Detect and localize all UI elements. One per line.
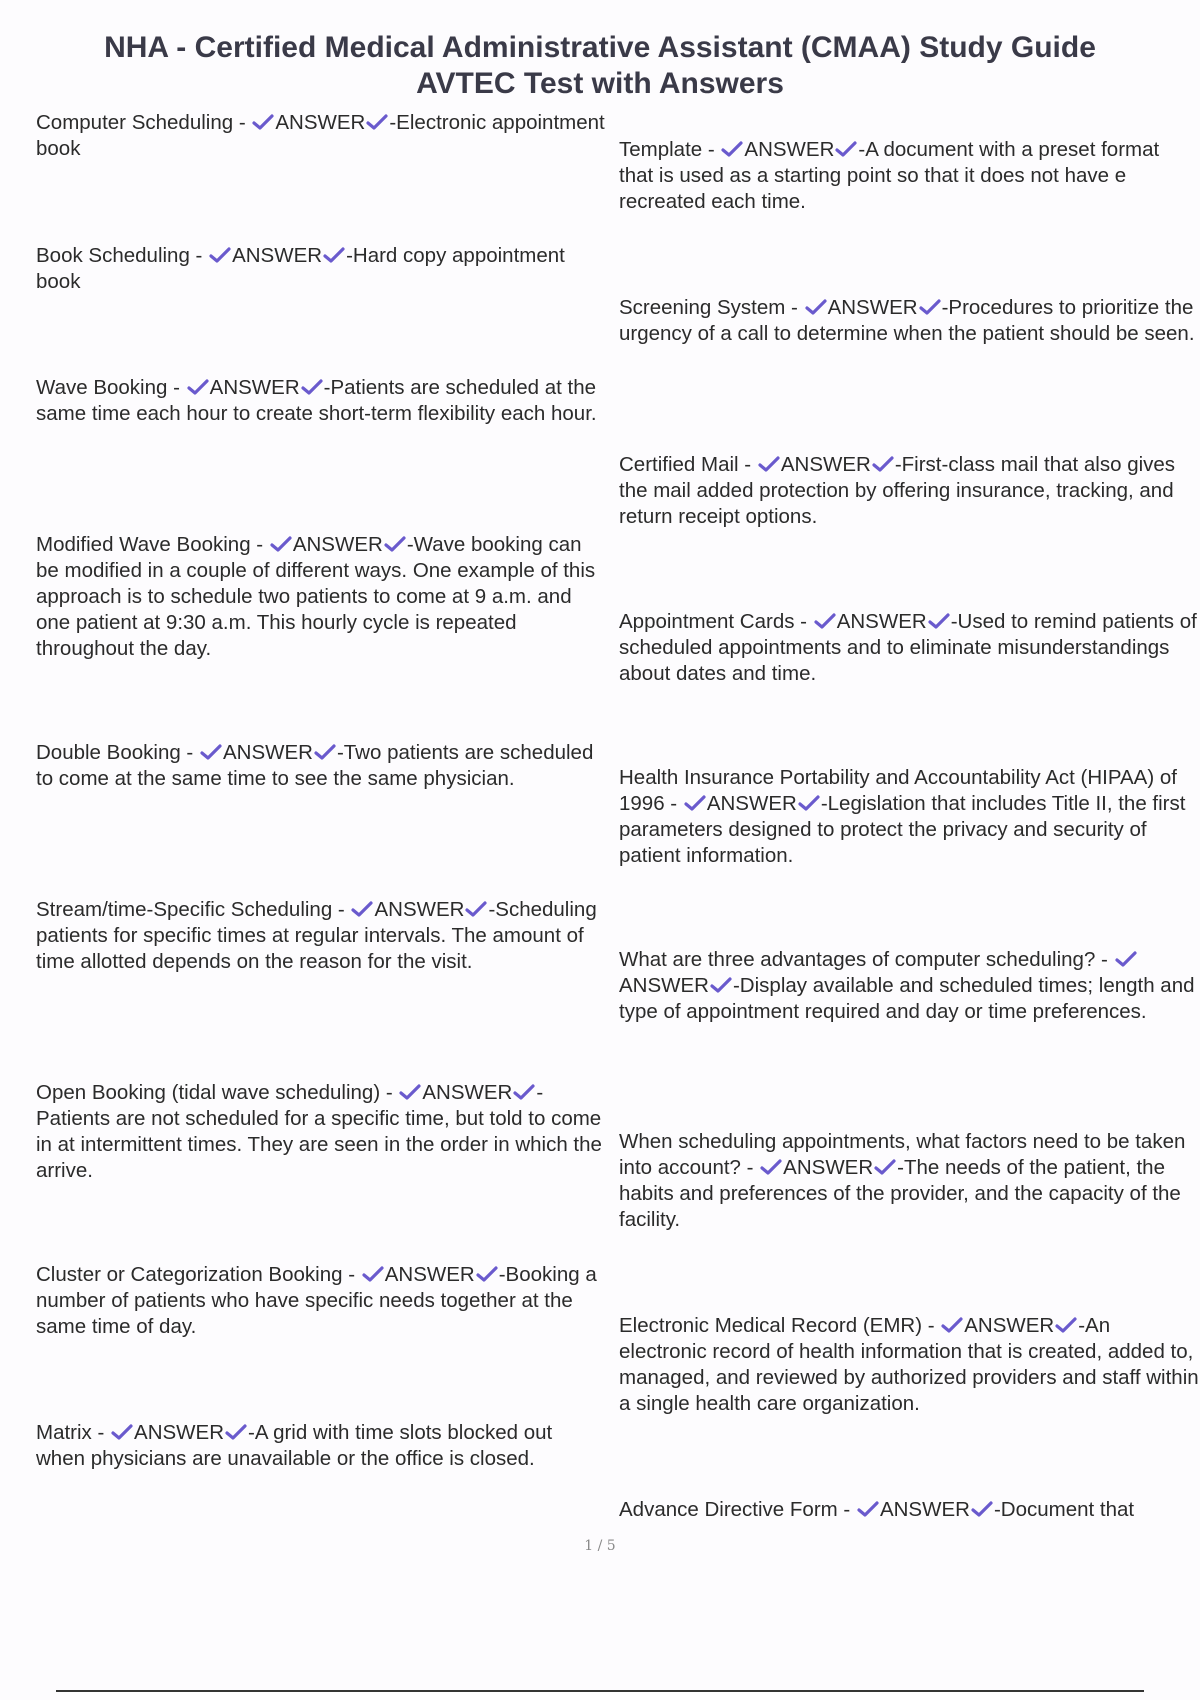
check-icon bbox=[1055, 1316, 1077, 1334]
entry-definition: -Wave booking can be modified in a couple of different ways. One example of this approach is to schedule two patients to come at 9 a.m. and one patient at 9:30 a.m. This hourly cycle is repeated throughout the day. bbox=[36, 533, 596, 660]
check-icon bbox=[835, 140, 857, 158]
entry-term: Screening System - bbox=[619, 296, 804, 319]
check-icon bbox=[111, 1423, 133, 1441]
entry-term: What are three advantages of computer scheduling? - bbox=[619, 948, 1114, 971]
qa-entry bbox=[36, 375, 606, 427]
entry-definition: -First-class mail that also gives the mail added protection by offering insurance, tracking, and return receipt options. bbox=[619, 453, 1176, 528]
qa-entry bbox=[36, 532, 606, 662]
check-icon bbox=[872, 455, 894, 473]
check-icon bbox=[384, 535, 406, 553]
entry-definition: -Used to remind patients of scheduled appointments and to eliminate misunderstandings about dates and time. bbox=[619, 610, 1197, 685]
answer-label: ANSWER bbox=[780, 453, 871, 476]
check-icon bbox=[710, 976, 732, 994]
entry-definition: -Patients are scheduled at the same time each hour to create short-term flexibility each hour. bbox=[36, 376, 597, 425]
qa-entry bbox=[619, 947, 1199, 1025]
answer-label: ANSWER bbox=[134, 1421, 225, 1444]
check-icon bbox=[971, 1500, 993, 1518]
qa-entry bbox=[619, 609, 1199, 687]
entry-term: Modified Wave Booking - bbox=[36, 533, 269, 556]
entry-definition: -Hard copy appointment book bbox=[36, 244, 565, 293]
answer-label: ANSWER bbox=[232, 244, 323, 267]
answer-label: ANSWER bbox=[706, 792, 797, 815]
check-icon bbox=[684, 794, 706, 812]
check-icon bbox=[798, 794, 820, 812]
check-icon bbox=[476, 1265, 498, 1283]
qa-entry bbox=[36, 897, 606, 975]
entry-term: Open Booking (tidal wave scheduling) - bbox=[36, 1081, 399, 1104]
qa-entry bbox=[36, 740, 606, 792]
bottom-divider bbox=[56, 1690, 1144, 1692]
entry-term: Electronic Medical Record (EMR) - bbox=[619, 1314, 941, 1337]
entry-definition: -Scheduling patients for specific times at regular intervals. The amount of time allotted depends on the reason for the visit. bbox=[36, 898, 597, 973]
qa-entry bbox=[619, 137, 1199, 215]
check-icon bbox=[314, 743, 336, 761]
entry-definition: -Booking a number of patients who have specific needs together at the same time of day. bbox=[36, 1263, 597, 1338]
entry-definition: -Procedures to prioritize the urgency of a call to determine when the patient should be seen. bbox=[619, 296, 1195, 345]
answer-label: ANSWER bbox=[374, 898, 465, 921]
qa-entry bbox=[619, 452, 1199, 530]
entry-definition: -The needs of the patient, the habits and preferences of the provider, and the capacity of the facility. bbox=[619, 1156, 1181, 1231]
answer-label: ANSWER bbox=[275, 111, 366, 134]
check-icon bbox=[200, 743, 222, 761]
entry-definition: -Document that bbox=[993, 1498, 1135, 1521]
answer-label: ANSWER bbox=[744, 138, 835, 161]
check-icon bbox=[465, 900, 487, 918]
check-icon bbox=[209, 246, 231, 264]
entry-definition: -Patients are not scheduled for a specific time, but told to come in at intermittent times. They are seen in the order in which the arrive. bbox=[36, 1081, 602, 1182]
answer-label: ANSWER bbox=[879, 1498, 970, 1521]
entry-term: Matrix - bbox=[36, 1421, 111, 1444]
qa-entry bbox=[619, 1313, 1199, 1417]
entry-term: Cluster or Categorization Booking - bbox=[36, 1263, 361, 1286]
check-icon bbox=[805, 298, 827, 316]
check-icon bbox=[814, 612, 836, 630]
answer-label: ANSWER bbox=[827, 296, 918, 319]
qa-entry bbox=[36, 110, 606, 162]
check-icon bbox=[919, 298, 941, 316]
qa-entry bbox=[619, 295, 1199, 347]
entry-term: Stream/time-Specific Scheduling - bbox=[36, 898, 351, 921]
entry-definition: -A document with a preset format that is used as a starting point so that it does not have e recreated each time. bbox=[619, 138, 1160, 213]
entry-definition: -Display available and scheduled times; length and type of appointment required and day or time preferences. bbox=[619, 974, 1195, 1023]
entry-definition: -A grid with time slots blocked out when physicians are unavailable or the office is closed. bbox=[36, 1421, 553, 1470]
answer-label: ANSWER bbox=[384, 1263, 475, 1286]
check-icon bbox=[721, 140, 743, 158]
title-line-1: NHA - Certified Medical Administrative Assistant (CMAA) Study Guide bbox=[104, 31, 1096, 64]
answer-label: ANSWER bbox=[836, 610, 927, 633]
answer-label: ANSWER bbox=[783, 1156, 874, 1179]
check-icon bbox=[366, 113, 388, 131]
entry-term: Health Insurance Portability and Accountability Act (HIPAA) of 1996 - bbox=[619, 766, 1177, 815]
qa-entry bbox=[36, 1262, 606, 1340]
entry-term: Wave Booking - bbox=[36, 376, 186, 399]
qa-entry bbox=[36, 1080, 606, 1184]
qa-entry bbox=[619, 1497, 1199, 1523]
qa-entry bbox=[619, 1129, 1199, 1233]
entry-term: Certified Mail - bbox=[619, 453, 757, 476]
check-icon bbox=[399, 1083, 421, 1101]
answer-label: ANSWER bbox=[619, 974, 709, 997]
title-line-2: AVTEC Test with Answers bbox=[416, 67, 784, 100]
entry-term: Computer Scheduling - bbox=[36, 111, 252, 134]
check-icon bbox=[362, 1265, 384, 1283]
entry-term: Double Booking - bbox=[36, 741, 199, 764]
answer-label: ANSWER bbox=[422, 1081, 513, 1104]
check-icon bbox=[1115, 950, 1137, 968]
check-icon bbox=[928, 612, 950, 630]
entry-definition: -Electronic appointment book bbox=[36, 111, 605, 160]
entry-definition: -Two patients are scheduled to come at the same time to see the same physician. bbox=[36, 741, 594, 790]
answer-label: ANSWER bbox=[292, 533, 383, 556]
document-title bbox=[0, 30, 1200, 102]
check-icon bbox=[225, 1423, 247, 1441]
entry-term: Book Scheduling - bbox=[36, 244, 209, 267]
qa-entry bbox=[619, 765, 1199, 869]
check-icon bbox=[758, 455, 780, 473]
answer-label: ANSWER bbox=[964, 1314, 1055, 1337]
check-icon bbox=[351, 900, 373, 918]
entry-term: Appointment Cards - bbox=[619, 610, 813, 633]
check-icon bbox=[270, 535, 292, 553]
entry-definition: -An electronic record of health information that is created, added to, managed, and reviewed by authorized providers and staff within a single health care organization. bbox=[619, 1314, 1199, 1415]
answer-label: ANSWER bbox=[209, 376, 300, 399]
entry-term: Advance Directive Form - bbox=[619, 1498, 856, 1521]
check-icon bbox=[857, 1500, 879, 1518]
page-number: 1 / 5 bbox=[584, 1538, 616, 1554]
check-icon bbox=[513, 1083, 535, 1101]
check-icon bbox=[941, 1316, 963, 1334]
entry-definition: -Legislation that includes Title II, the first parameters designed to protect the privacy and security of patient information. bbox=[619, 792, 1186, 867]
check-icon bbox=[874, 1158, 896, 1176]
entry-term: When scheduling appointments, what factors need to be taken into account? - bbox=[619, 1130, 1186, 1179]
entry-term: Template - bbox=[619, 138, 721, 161]
check-icon bbox=[760, 1158, 782, 1176]
qa-entry bbox=[36, 243, 606, 295]
qa-entry bbox=[36, 1420, 606, 1472]
check-icon bbox=[187, 378, 209, 396]
check-icon bbox=[301, 378, 323, 396]
check-icon bbox=[252, 113, 274, 131]
answer-label: ANSWER bbox=[222, 741, 313, 764]
check-icon bbox=[323, 246, 345, 264]
